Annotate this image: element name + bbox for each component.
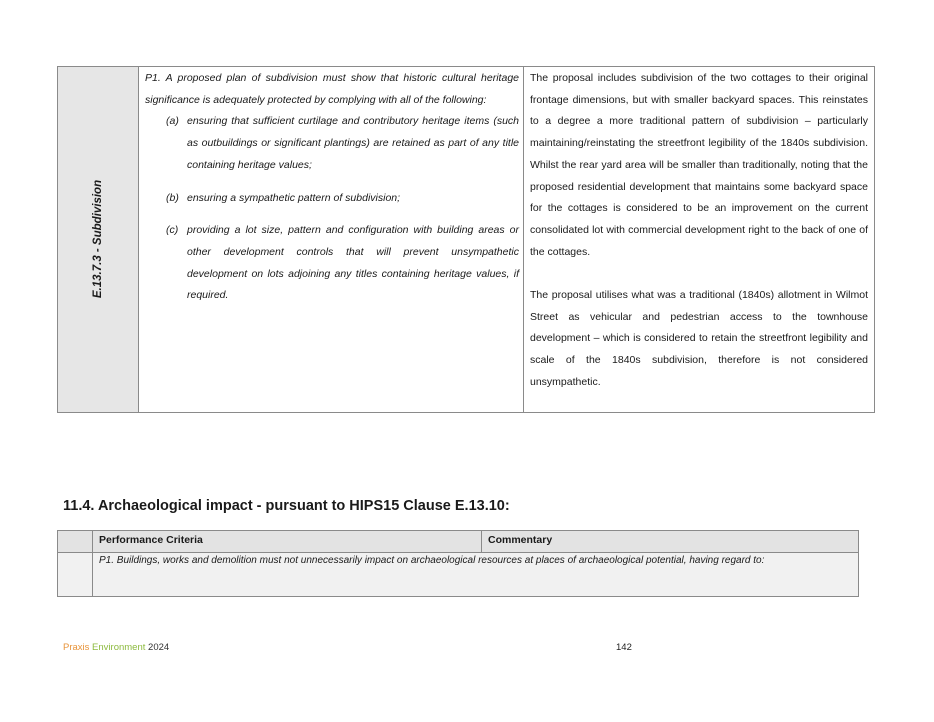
criteria-text: providing a lot size, pattern and configuration with building areas or other development controls that will prevent unsympathetic development on lots adjoining any titles containing heritage values, if required. [187,224,519,302]
criteria-marker: (a) [166,115,179,128]
commentary-paragraph-2: The proposal utilises what was a traditional (1840s) allotment in Wilmot Street as vehicular and pedestrian access to the townhouse development – which is considered to retain the streetfront legibility and scale of the 1840s subdivision, therefore is not considered unsympathetic. [530,289,868,388]
performance-criteria-cell [139,67,524,412]
section-heading: 11.4. Archaeological impact - pursuant to HIPS15 Clause E.13.10: [63,498,510,514]
subdivision-table [57,66,875,413]
header-performance-criteria: Performance Criteria [99,534,203,546]
criteria-text: ensuring a sympathetic pattern of subdivision; [187,191,401,204]
commentary-cell [524,67,874,412]
criteria-marker: (c) [166,224,179,237]
criteria-intro: P1. A proposed plan of subdivision must show that historic cultural heritage significance is adequately protected by complying with all of the following: [145,72,519,106]
criteria-item-b [145,188,519,210]
footer-brand [63,642,169,653]
column-divider [92,531,93,596]
header-commentary: Commentary [488,534,553,546]
archaeological-table [57,530,859,597]
table-row: P1. Buildings, works and demolition must not unnecessarily impact on archaeological resources at places of archaeological potential, having regard to: [99,555,765,566]
brand-environment: Environment [92,642,146,653]
criteria-text: ensuring that sufficient curtilage and contributory heritage items (such as outbuildings or significant plantings) are retained as part of any title containing heritage values; [187,115,519,171]
clause-label: E.13.7.3 - Subdivision [92,179,104,299]
commentary-paragraph-1: The proposal includes subdivision of the two cottages to their original frontage dimensions, but with smaller backyard spaces. This reinstates to a degree a more traditional pattern of subdivision – particularly maintaining/reinstating the streetfront legibility of the 1840s subdivision. Whilst the rear yard area will be smaller than traditionally, noting that the proposed residential development that maintains some backyard space for the cottages is considered to be an improvement on the current consolidated lot with commercial development right to the back of one of the cottages. [530,72,868,258]
column-divider [481,531,482,553]
footer-year: 2024 [148,642,170,653]
criteria-item-c [145,220,519,307]
page-number: 142 [616,642,632,653]
clause-label-cell [58,67,139,412]
criteria-marker: (b) [166,191,179,204]
criteria-item-a [145,111,519,176]
brand-praxis: Praxis [63,642,90,653]
